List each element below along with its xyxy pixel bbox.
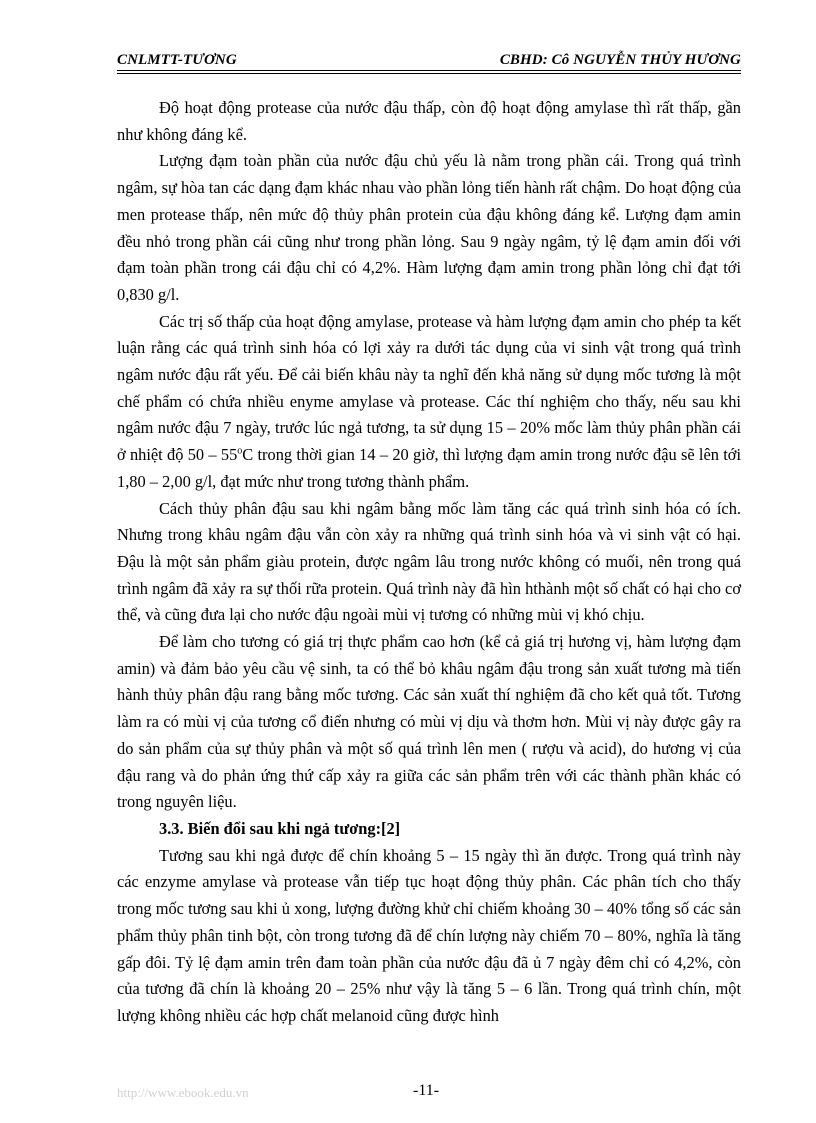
paragraph-total-nitrogen: Lượng đạm toàn phần của nước đậu chủ yếu là nằm trong phần cái. Trong quá trình ngâm, sự hòa tan các dạng đạm khác nhau vào phần lỏng tiến hành rất chậm. Do hoạt động của men protease thấp, nên mức độ thủy phân protein của đậu không đáng kể. Lượng đạm amin đều nhỏ trong phần cái cũng như trong phần lỏng. Sau 9 ngày ngâm, tỷ lệ đạm amin đối với đạm toàn phần trong cái đậu chỉ có 4,2%. Hàm lượng đạm amin trong phần lỏng chỉ đạt tới 0,830 g/l. [117,151,741,304]
paragraph-low-activity-tail: C trong thời gian 14 – 20 giờ, thì lượng đạm amin trong nước đậu sẽ lên tới 1,80 – 2,00 g/l, đạt mức như trong tương thành phẩm. [117,445,742,491]
paragraph-protease-activity: Độ hoạt động protease của nước đậu thấp, còn độ hoạt động amylase thì rất thấp, gần như không đáng kể. [117,98,741,144]
page-footer [117,1082,741,1104]
degree-superscript: o [237,445,243,457]
header-left-title: CNLMTT-TƯƠNG [117,52,237,68]
paragraph-hydrolysis-method: Cách thủy phân đậu sau khi ngâm bằng mốc làm tăng các quá trình sinh hóa có ích. Nhưng trong khâu ngâm đậu vẫn còn xảy ra những quá trình sinh hóa và vi sinh vật có hại. Đậu là một sản phẩm giàu protein, được ngâm lâu trong nước không có muối, nên trong quá trình ngâm đã xảy ra sự thối rữa protein. Quá trình này đã hìn hthành một số chất có hại cho cơ thể, và cũng đưa lại cho nước đậu ngoài mùi vị tương có những mùi vị khó chịu. [117,498,741,625]
footer-watermark-url: http://www.ebook.edu.vn [117,1085,249,1100]
page-header [117,48,741,74]
paragraph-low-activity-text: Các trị số thấp của hoạt động amylase, protease và hàm lượng đạm amin cho phép ta kết luận rằng các quá trình sinh hóa có lợi xảy ra dưới tác dụng của vi sinh vật trong quá trình ngâm nước đậu rất yếu. Để cải biến khâu này ta nghĩ đến khả năng sử dụng mốc tương là một chế phẩm có chứa nhiều enyme amylase và protease. Các thí nghiệm cho thấy, nếu sau khi ngâm nước đậu 7 ngày, trước lúc ngả tương, ta sử dụng 15 – 20% mốc làm thủy phân phần cái ở nhiệt độ 50 – 55 [117,311,741,465]
document-body [117,95,741,1030]
header-right-supervisor: CBHD: Cô NGUYỄN THỦY HƯƠNG [499,52,741,68]
paragraph-ripening: Tương sau khi ngả được để chín khoảng 5 – 15 ngày thì ăn được. Trong quá trình này các enzyme amylase và protease vẫn tiếp tục hoạt động thủy phân. Các phân tích cho thấy trong mốc tương sau khi ủ xong, lượng đường khử chỉ chiếm khoảng 30 – 40% tổng số các sản phẩm thủy phân tinh bột, còn trong tương đã để chín lượng này chiếm 70 – 80%, nghĩa là tăng gấp đôi. Tỷ lệ đạm amin trên đam toàn phần của nước đậu đã ủ 7 ngày đêm chỉ có 4,2%, còn của tương đã chín là khoảng 20 – 25% như vậy là tăng 5 – 6 lần. Trong quá trình chín, một lượng không nhiều các hợp chất melanoid cũng được hình [117,845,741,1025]
section-heading: 3.3. Biến đổi sau khi ngả tương:[2] [159,818,401,838]
header-double-rule [117,70,741,74]
paragraph-low-activity [117,309,741,496]
paragraph-food-value: Để làm cho tương có giá trị thực phẩm cao hơn (kể cả giá trị hương vị, hàm lượng đạm amin) và đảm bảo yêu cầu vệ sinh, ta có thể bỏ khâu ngâm đậu trong sản xuất tương mà tiến hành thủy phân đậu rang bằng mốc tương. Các sản xuất thí nghiệm đã cho kết quả tốt. Tương làm ra có mùi vị của tương cổ điển nhưng có mùi vị dịu và thơm hơn. Mùi vị này được gây ra do sản phẩm của sự thủy phân và một số quá trình lên men ( rượu và acid), do hương vị của đậu rang và do phản ứng thứ cấp xảy ra giữa các sản phẩm trên với các thành phần khác có trong nguyên liệu. [117,632,741,812]
page-number: -11- [413,1082,440,1099]
